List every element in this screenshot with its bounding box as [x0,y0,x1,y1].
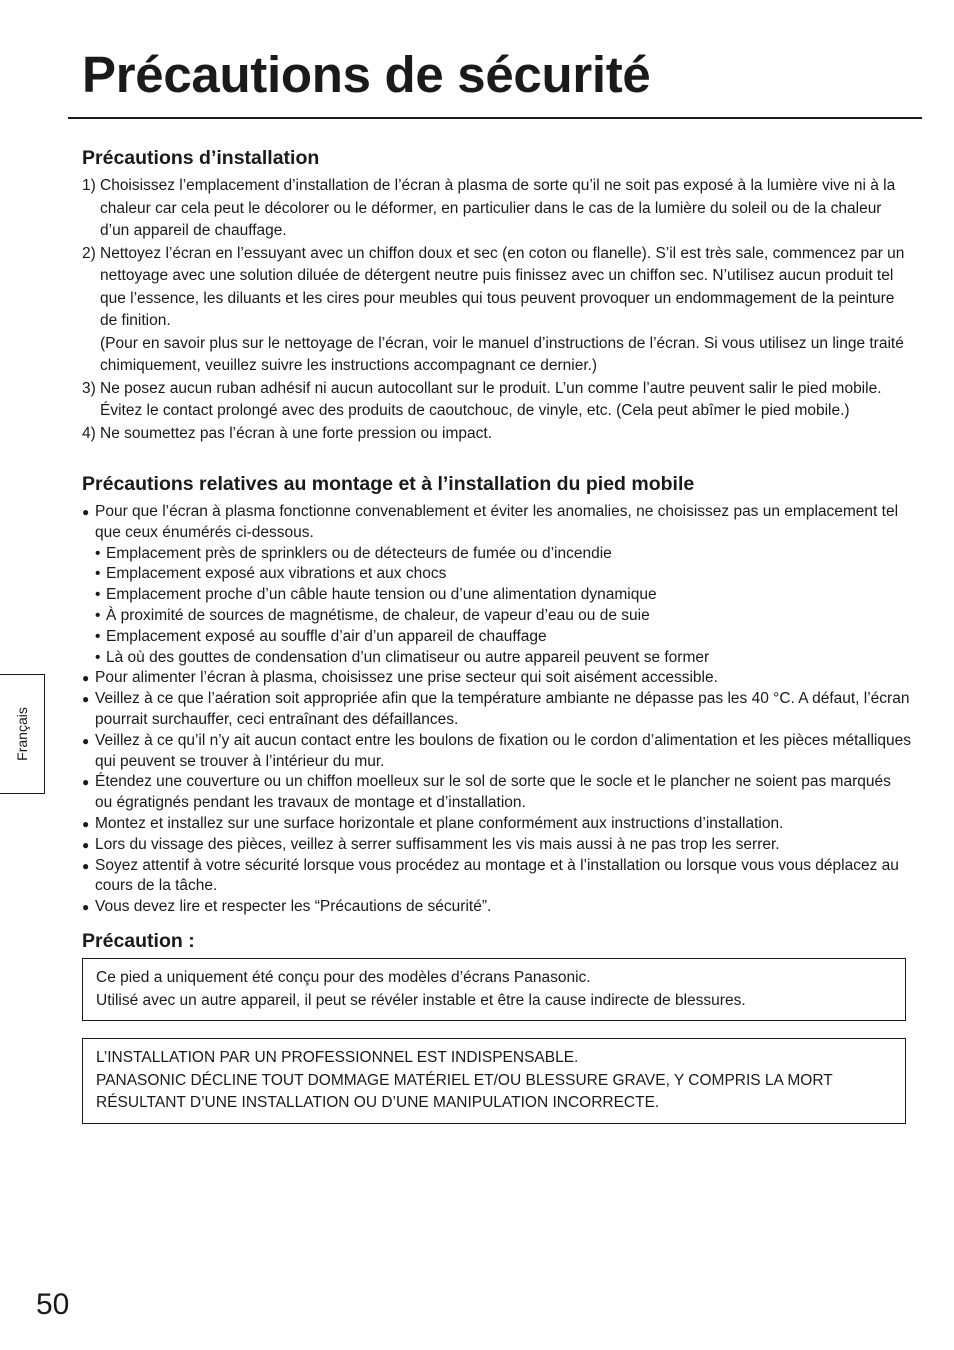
sub-bullet-icon: • [95,606,101,624]
list-item [82,731,912,773]
list-item [82,668,912,689]
sub-list-item [95,564,912,585]
sub-item-text: Emplacement proche d’un câble haute tension ou d’une alimentation dynamique [106,586,657,604]
item-note: (Pour en savoir plus sur le nettoyage de l’écran, voir le manuel d’instructions de l’écran. Si vous utilisez un linge traité chimiquement, veuillez suivre les instructions accompagnant ce dernier.) [100,334,904,374]
item-text: Pour alimenter l’écran à plasma, choisissez une prise secteur qui soit aisément accessible. [95,669,718,687]
item-text: Ne soumettez pas l’écran à une forte pression ou impact. [100,424,493,442]
list-item [82,243,912,378]
list-item [82,175,912,243]
sub-list-item [95,606,912,627]
item-text: Pour que l’écran à plasma fonctionne convenablement et éviter les anomalies, ne choisissez pas un emplacement tel que ceux énumérés ci-dessous. [95,503,899,541]
sub-list-item [95,585,912,606]
list-item [82,423,912,446]
sub-item-text: Emplacement exposé aux vibrations et aux chocs [106,565,447,583]
warning-box [82,1038,906,1124]
warning-line: L’INSTALLATION PAR UN PROFESSIONNEL EST INDISPENSABLE. [96,1049,579,1066]
bullet-icon: ● [82,671,90,686]
sub-bullet-icon: • [95,544,101,562]
item-number: 1) [82,177,96,194]
item-text: Veillez à ce que l’aération soit appropriée afin que la température ambiante ne dépasse pas les 40 °C. A défaut, l’écran pourrait surchauffer, ceci entraînant des défaillances. [95,690,910,728]
language-label: Français [14,707,30,761]
caution-line: Utilisé avec un autre appareil, il peut se révéler instable et être la cause indirecte de blessures. [96,991,746,1009]
page-number: 50 [36,1288,70,1321]
sub-item-text: À proximité de sources de magnétisme, de chaleur, de vapeur d’eau ou de suie [106,606,650,624]
sub-list-item [95,544,912,565]
bullet-icon: ● [82,837,90,852]
item-number: 3) [82,379,96,397]
item-text: Soyez attentif à votre sécurité lorsque vous procédez au montage et à l’installation ou lorsque vous vous déplacez au cours de la tâche. [95,856,899,895]
mounting-list-container [82,502,912,918]
item-number: 2) [82,244,96,262]
caution-line: Ce pied a uniquement été conçu pour des modèles d’écrans Panasonic. [96,969,591,986]
list-item [82,835,912,856]
bullet-icon: ● [82,900,90,915]
sub-bullet-icon: • [95,648,101,666]
installation-list-container [82,175,912,445]
page-title: Précautions de sécurité [82,46,651,103]
item-text: Choisissez l’emplacement d’installation de l’écran à plasma de sorte qu’il ne soit pas exposé à la lumière vive ni à la chaleur car cela peut le décolorer ou le déformer, en particulier dans le cas de la lumière du soleil ou de la chaleur d’un appareil de chauffage. [100,177,896,239]
mounting-heading: Précautions relatives au montage et à l’installation du pied mobile [82,473,695,495]
list-item [82,897,912,918]
title-divider [68,117,922,119]
sub-item-text: Là où des gouttes de condensation d’un climatiseur ou autre appareil peuvent se former [106,648,710,666]
mounting-list [82,502,912,918]
list-item [82,689,912,731]
item-text: Nettoyez l’écran en l’essuyant avec un chiffon doux et sec (en coton ou flanelle). S’il est très sale, commencez par un nettoyage avec une solution diluée de détergent neutre puis finissez avec un chiffon sec. N’utilisez aucun produit tel que l’essence, les diluants et les cires pour meubles qui tous peuvent provoquer un endommagement de la peinture de finition. [100,244,905,329]
bullet-icon: ● [82,775,90,790]
bullet-icon: ● [82,858,90,873]
item-text: Ne posez aucun ruban adhésif ni aucun autocollant sur le produit. L’un comme l’autre peuvent salir le pied mobile. Évitez le contact prolongé avec des produits de caoutchouc, de vinyle, etc. (Cela peut abîmer le pied mobile.) [100,379,882,419]
item-text: Lors du vissage des pièces, veillez à serrer suffisamment les vis mais aussi à ne pas trop les serrer. [95,835,780,853]
sub-list-item [95,648,912,669]
sub-item-text: Emplacement exposé au souffle d’air d’un appareil de chauffage [106,627,547,645]
sub-bullet-icon: • [95,586,101,604]
language-tab [0,674,45,794]
installation-heading: Précautions d’installation [82,147,320,169]
item-text: Étendez une couverture ou un chiffon moelleux sur le sol de sorte que le socle et le plancher ne soient pas marqués ou égratignés pendant les travaux de montage et d’installation. [95,773,891,812]
list-item [82,502,912,668]
caution-heading: Précaution : [82,930,195,952]
installation-list [82,175,912,445]
sub-bullet-icon: • [95,565,101,583]
bullet-icon: ● [82,692,90,707]
item-number: 4) [82,424,96,442]
warning-line: PANASONIC DÉCLINE TOUT DOMMAGE MATÉRIEL ET/OU BLESSURE GRAVE, Y COMPRIS LA MORT RÉSULTANT D’UNE INSTALLATION OU D’UNE MANIPULATION INCORRECTE. [96,1071,833,1111]
list-item [82,772,912,814]
item-text: Montez et installez sur une surface horizontale et plane conformément aux instructions d’installation. [95,814,784,832]
list-item [82,856,912,898]
location-list [95,544,912,669]
sub-item-text: Emplacement près de sprinklers ou de détecteurs de fumée ou d’incendie [106,544,612,562]
item-text: Vous devez lire et respecter les “Précautions de sécurité”. [95,898,492,916]
item-text: Veillez à ce qu’il n’y ait aucun contact entre les boulons de fixation ou le cordon d’alimentation et les pièces métalliques qui peuvent se trouver à l’intérieur du mur. [95,731,911,770]
list-item [82,378,912,423]
list-item [82,814,912,835]
bullet-icon: ● [82,733,90,748]
caution-box [82,958,906,1021]
sub-bullet-icon: • [95,627,101,645]
bullet-icon: ● [82,816,90,831]
sub-list-item [95,627,912,648]
bullet-icon: ● [82,505,90,519]
